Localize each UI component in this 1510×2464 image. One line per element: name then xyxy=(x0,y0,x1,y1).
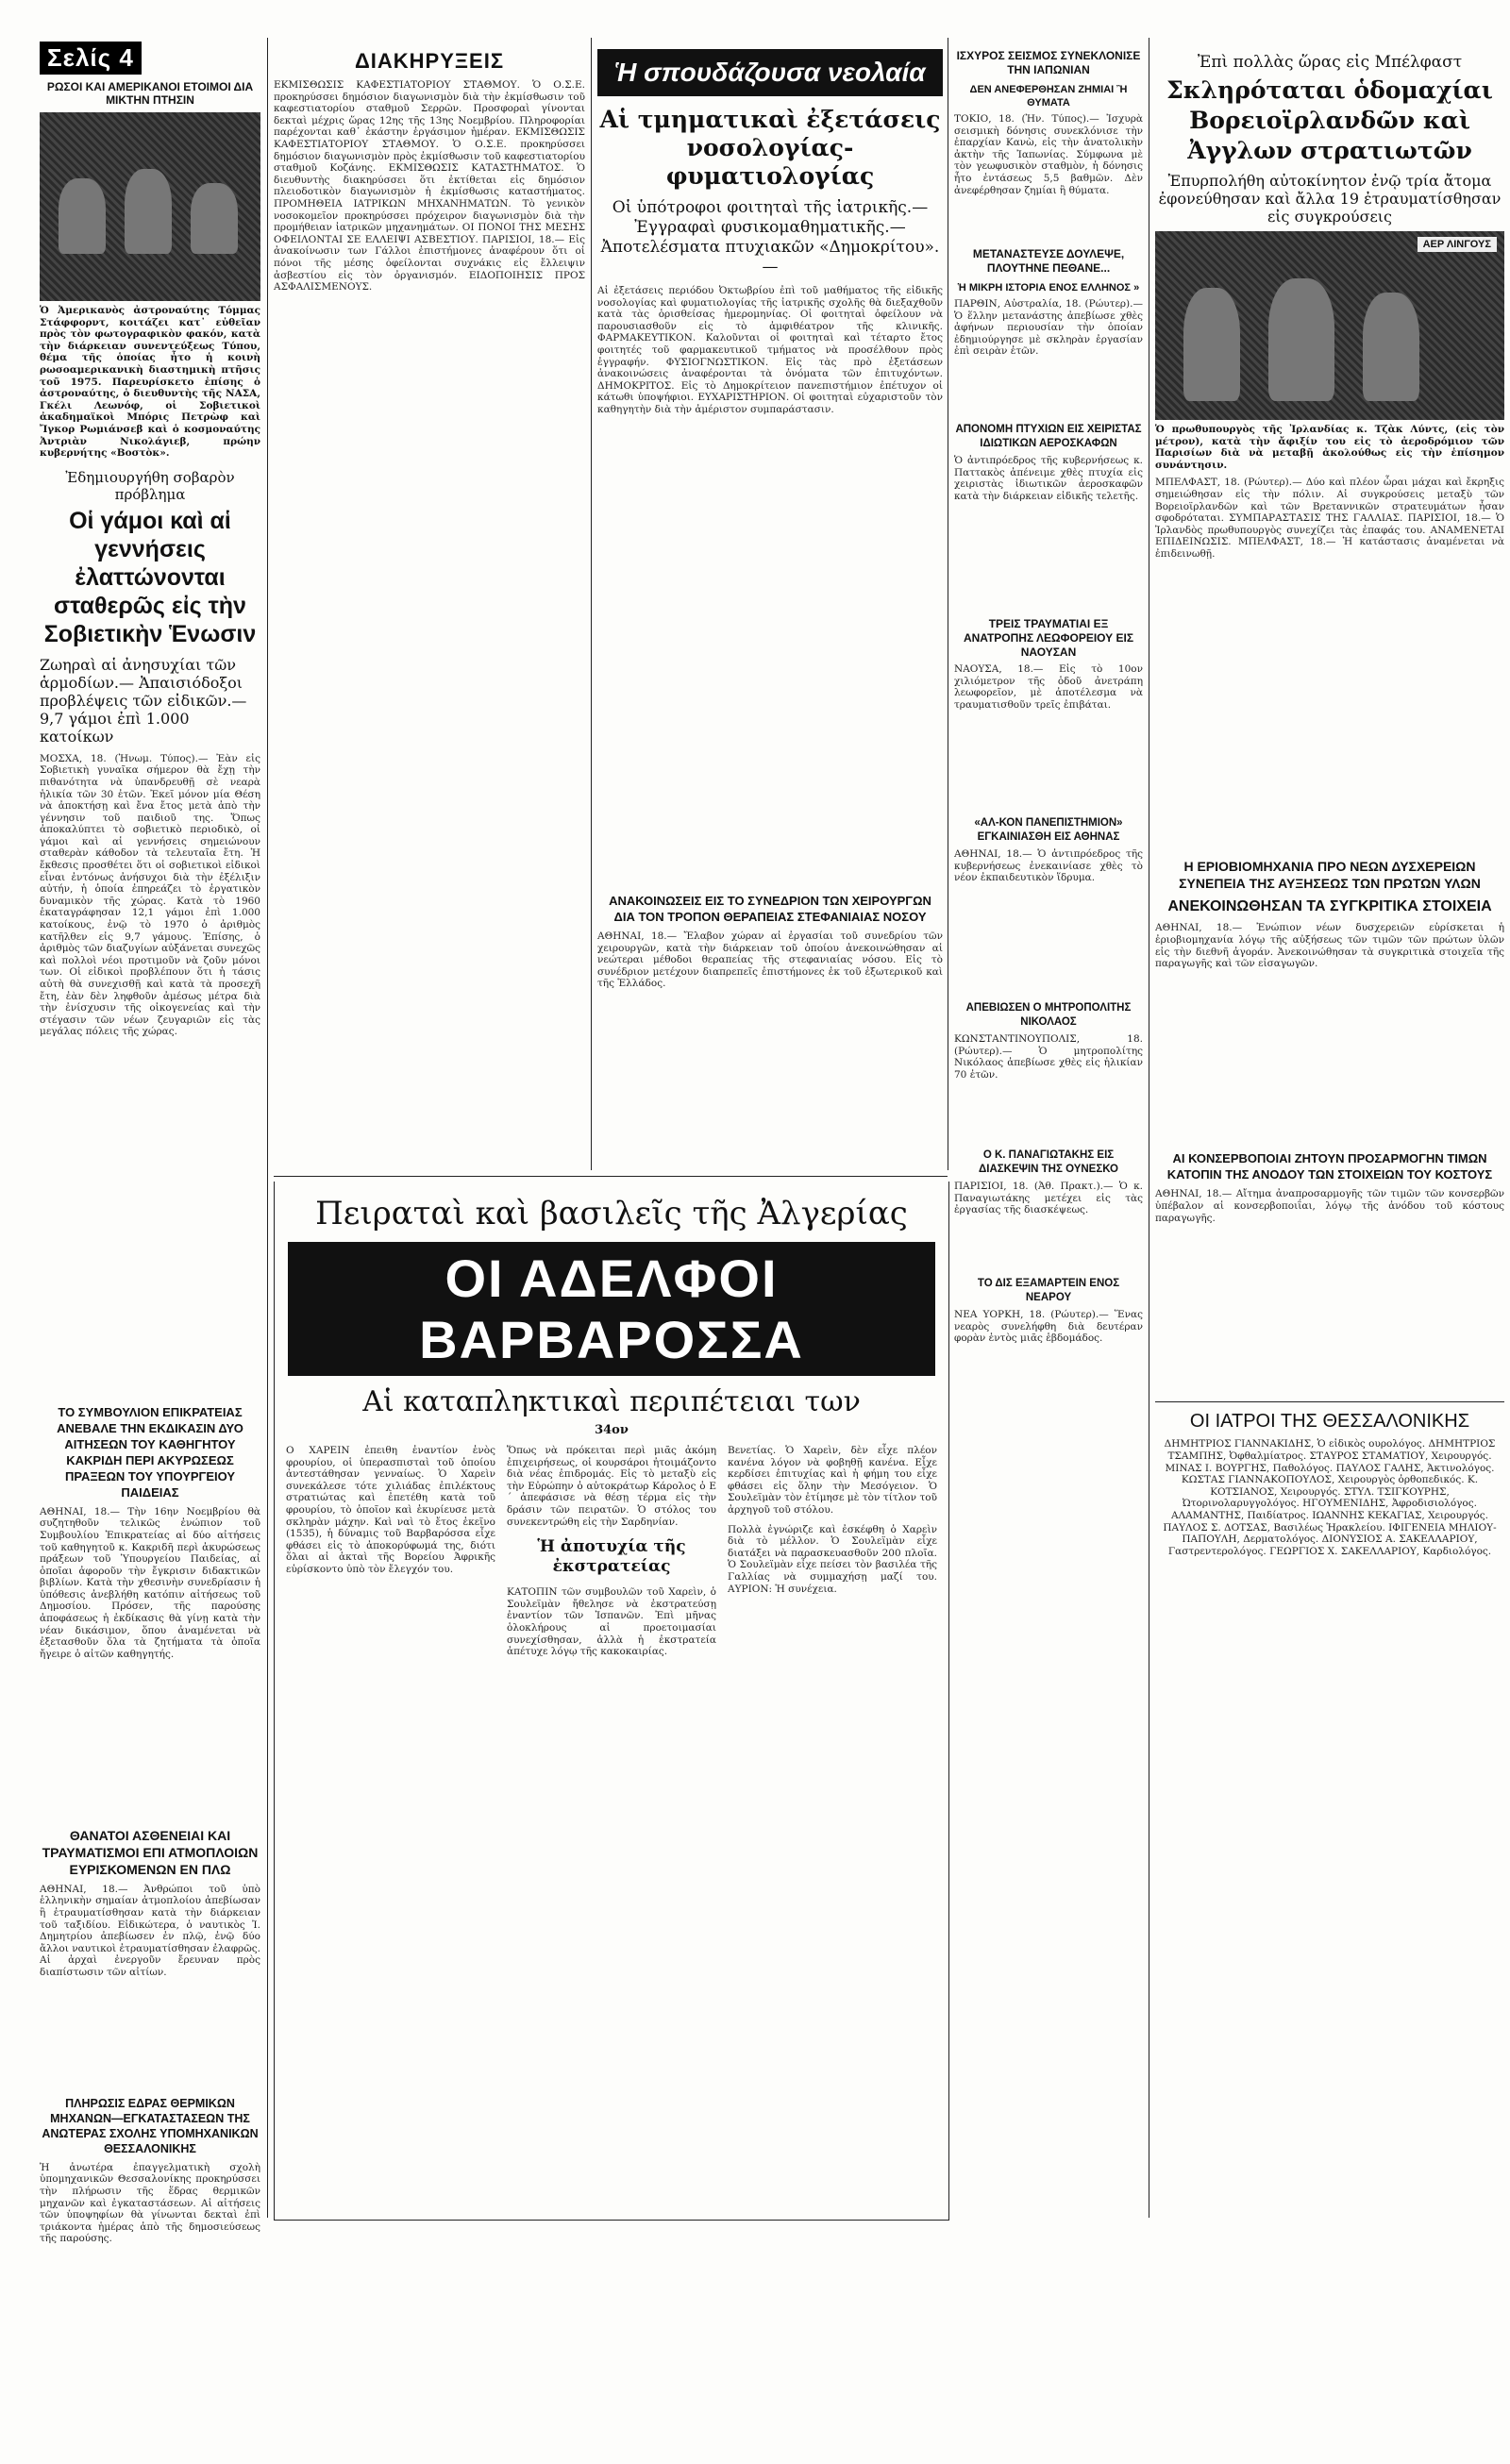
section-title-declarations: ΔΙΑΚΗΡΥΞΕΙΣ xyxy=(354,49,505,73)
serial-body-part3: ΚΑΤΟΠΙΝ τῶν συμβουλῶν τοῦ Χαρεὶν, ὁ Σουλεϊμὰν ἤθελησε νὰ ἐκστρατεύσῃ ἐναντίον τῶν Ἰσπανῶν. Ἐπὶ μῆνας ὁλοκλήρους αἱ προετοιμασίαι συνεχίσθησαν, ἀλλὰ ἡ ἐκστρατεία ἀπέτυχε λόγῳ τῆς κακοκαιρίας. xyxy=(507,1586,716,1658)
serial-section-head: Ἡ ἀποτυχία τῆς ἐκστρατείας xyxy=(537,1537,686,1577)
headline-young-offender: ΤΟ ΔΙΣ ΕΞΑΜΑΡΤΕΙΝ ΕΝΟΣ ΝΕΑΡΟΥ xyxy=(977,1278,1120,1303)
subheadline-exams: Οἱ ὑπότροφοι φοιτηταὶ τῆς ἰατρικῆς.— Ἐγγραφαὶ φυσικομαθηματικῆς.— Ἀποτελέσματα πτυχιακῶν «Δημοκρίτου».— xyxy=(600,198,940,277)
headline-pilot-diplomas: ΑΠΟΝΟΜΗ ΠΤΥΧΙΩΝ ΕΙΣ ΧΕΙΡΙΣΤΑΣ ΙΔΙΩΤΙΚΩΝ ΑΕΡΟΣΚΑΦΩΝ xyxy=(955,424,1142,449)
serial-subtitle: Αἱ καταπληκτικαὶ περιπέτειαι των xyxy=(362,1385,861,1418)
article-body-surgeons: ΑΘΗΝΑΙ, 18.— Ἔλαβον χώραν αἱ ἐργασίαι τοῦ συνεδρίου τῶν χειρουργῶν, κατὰ τὴν διάρκειαν τοῦ ὁποίου ἀνεκοινώθησαν αἱ νεώτεραι μέθοδοι θεραπείας τῆς στεφανιαίας νόσου. Εἰς τὸ συνέδριον μετέχουν διαπρεπεῖς ἐπιστήμονες ἐκ τοῦ ἐξωτερικοῦ καὶ τῆς Ἑλλάδος. xyxy=(597,930,943,990)
article-body-metropolitan: ΚΩΝΣΤΑΝΤΙΝΟΥΠΟΛΙΣ, 18. (Ρώυτερ).— Ὁ μητροπολίτης Νικόλαος ἀπεβίωσε χθὲς εἰς ἡλικίαν 70 ἐτῶν. xyxy=(954,1033,1143,1081)
article-body-ships: ΑΘΗΝΑΙ, 18.— Ἀνθρώποι τοῦ ὑπὸ ἑλληνικὴν σημαίαν ἀτμοπλοίου ἀπεβίωσαν ἢ ἐτραυματίσθησαν κατὰ τὴν διάρκειαν τοῦ ταξιδίου. Εἰδικώτερα, ὁ ναυτικὸς Ἰ. Δημητρίου ἀπεβίωσεν ἐν πλῷ, ἐνῷ δύο ἄλλοι ναυτικοὶ ἐτραυματίσθησαν ἐλαφρῶς. Αἱ ἀρχαὶ ἐνεργοῦν ἔρευναν πρὸς διαπίστωσιν τῶν αἰτίων. xyxy=(40,1883,260,1978)
column-divider xyxy=(591,38,592,1170)
headline-university: «ΑΛ-ΚΟΝ ΠΑΝΕΠΙΣΤΗΜΙΟΝ» ΕΓΚΑΙΝΙΑΣΘΗ ΕΙΣ ΑΘΗΝΑΣ xyxy=(974,817,1123,843)
section-divider xyxy=(1155,1401,1504,1402)
column-2 xyxy=(274,0,585,1170)
banner-text: Ἡ σπουδάζουσα νεολαία xyxy=(614,58,926,87)
headline-doctors: ΟΙ ΙΑΤΡΟΙ ΤΗΣ ΘΕΣΣΑΛΟΝΙΚΗΣ xyxy=(1189,1411,1470,1433)
article-body-canneries: ΑΘΗΝΑΙ, 18.— Αἴτημα ἀναπροσαρμογῆς τῶν τιμῶν τῶν κονσερβῶν ὑπέβαλον αἱ κονσερβοποιΐαι, λόγῳ τῆς ἀνόδου τοῦ κόστους παραγωγῆς. xyxy=(1155,1188,1504,1224)
headline-surgeons-congress: ΑΝΑΚΟΙΝΩΣΕΙΣ ΕΙΣ ΤΟ ΣΥΝΕΔΡΙΟΝ ΤΩΝ ΧΕΙΡΟΥΡΓΩΝ ΔΙΑ ΤΟΝ ΤΡΟΠΟΝ ΘΕΡΑΠΕΙΑΣ ΣΤΕΦΑΝΙΑΙΑΣ ΝΟΣΟΥ xyxy=(609,894,931,924)
kicker-soviet: Ἐδημιουργήθη σοβαρὸν πρόβλημα xyxy=(65,468,235,503)
column-divider xyxy=(267,38,268,2218)
page-number-tag: Σελίς 4 xyxy=(40,42,142,75)
serial-body-part2: Ὅπως νὰ πρόκειται περὶ μιᾶς ἀκόμη ἐπιχειρήσεως, οἱ κουρσάροι ἠτοιμάζοντο διὰ νέας ἐπιδρομάς. Εἰς τὸ μεταξὺ εἰς τὴν Εὐρώπην ὁ αὐτοκράτωρ Κάρολος ὁ Ε´ ἀπεφάσισε νὰ θέσῃ τέρμα εἰς τὴν δράσιν τῶν πειρατῶν. Ὁ στόλος του συνεκεντρώθη εἰς τὴν Σαρδηνίαν. xyxy=(507,1445,716,1528)
column-4 xyxy=(954,0,1143,2224)
headline-unesco: Ο Κ. ΠΑΝΑΓΙΩΤΑΚΗΣ ΕΙΣ ΔΙΑΣΚΕΨΙΝ ΤΗΣ ΟΥΝΕΣΚΟ xyxy=(979,1149,1118,1175)
student-youth-banner xyxy=(597,49,943,96)
article-body-offender: ΝΕΑ ΥΟΡΚΗ, 18. (Ρώυτερ).— Ἕνας νεαρὸς συνελήφθη διὰ δευτέραν φορὰν ἐντὸς μιᾶς ἑβδομάδος. xyxy=(954,1309,1143,1345)
serial-story xyxy=(274,1182,949,2221)
headline-emigrant: ΜΕΤΑΝΑΣΤΕΥΣΕ ΔΟΥΛΕΨΕ, ΠΛΟΥΤΗΝΕ ΠΕΘΑΝΕ... xyxy=(972,247,1125,275)
headline-soviet-marriages: Οἱ γάμοι καὶ αἱ γεννήσεις ἐλαττώνονται σταθερῶς εἰς τὴν Σοβιετικὴν Ἑνωσιν xyxy=(43,507,257,647)
article-body-pilots: Ὁ ἀντιπρόεδρος τῆς κυβερνήσεως κ. Παττακὸς ἀπένειμε χθὲς πτυχία εἰς χειριστὰς ἰδιωτικῶν ἀεροσκαφῶν κατὰ τὴν διάρκειαν εἰδικῆς τελετῆς. xyxy=(954,455,1143,502)
subheadline-emigrant: Ἡ ΜΙΚΡΗ ΙΣΤΟΡΙΑ ΕΝΟΣ ΕΛΛΗΝΟΣ » xyxy=(957,282,1140,293)
headline-canneries: ΑΙ ΚΟΝΣΕΡΒΟΠΟΙΑΙ ΖΗΤΟΥΝ ΠΡΟΣΑΡΜΟΓΗΝ ΤΙΜΩΝ ΚΑΤΟΠΙΝ ΤΗΣ ΑΝΟΔΟΥ ΤΩΝ ΣΤΟΙΧΕΙΩΝ ΤΟΥ ΚΟΣΤΟΥΣ xyxy=(1166,1151,1493,1182)
article-body-exams: Αἱ ἐξετάσεις περιόδου Ὀκτωβρίου ἐπὶ τοῦ μαθήματος τῆς εἰδικῆς νοσολογίας καὶ φυματιολογίας τῆς ἰατρικῆς σχολῆς θὰ διεξαχθοῦν κατὰ τὰς ὁρισθείσας ἡμερομηνίας. Οἱ φοιτηταὶ ὀφείλουν νὰ παρουσιασθοῦν εἰς τὸ ἀμφιθέατρον τῆς κλινικῆς. ΦΑΡΜΑΚΕΥΤΙΚΟΝ. Καλοῦνται οἱ φοιτηταὶ καὶ τέταρτο ἔτος φοιτητές τοῦ φαρμακευτικοῦ τμήματος νὰ προσέλθουν πρὸς ἐγγραφήν. ΦΥΣΙΟΓΝΩΣΤΙΚΟΝ. Εἰς τὰς πρὸ ἐξετάσεων ἀνακοινώσεις ἀναφέρονται τὰ ὀνόματα τῶν ἐπιτυχόντων. ΔΗΜΟΚΡΙΤΟΣ. Εἰς τὸ Δημοκρίτειον πανεπιστήμιον ἐπέτυχον οἱ κάτωθι ὑποψήφιοι. ΕΥΧΑΡΙΣΤΗΡΙΟΝ. Οἱ φοιτηταὶ εὐχαριστοῦν τὸν καθηγητὴν διὰ τὴν ἀμέριστον συμπαράστασιν. xyxy=(597,285,943,415)
section-divider xyxy=(274,1176,948,1177)
airline-sign: ΑΕΡ ΛΙΝΓΟΥΣ xyxy=(1418,237,1497,252)
serial-body-part4: Βενετίας. Ὁ Χαρεὶν, δὲν εἶχε πλέον κανένα λόγον νὰ φοβηθῇ κανένα. Εἶχε κερδίσει ἐπιτυχίας καὶ ἡ φήμη του εἶχε φθάσει εἰς ὅλην τὴν Μεσόγειον. Ὁ Σουλεϊμὰν τὸν ἐτίμησε μὲ τὸν τίτλον τοῦ ἀρχηγοῦ τοῦ στόλου. xyxy=(728,1445,937,1516)
kicker-belfast: Ἐπὶ πολλὰς ὥρας εἰς Μπέλφαστ xyxy=(1197,53,1463,72)
article-body-school: Ἡ ἀνωτέρα ἐπαγγελματικὴ σχολὴ ὑπομηχανικῶν Θεσσαλονίκης προκηρύσσει τὴν πλήρωσιν τῆς ἕδρας θερμικῶν μηχανῶν καὶ ἐγκαταστάσεων. Αἱ αἰτήσεις τῶν ὑποψηφίων θὰ γίνωνται δεκταὶ ἐπὶ τριάκοντα ἡμέρας ἀπὸ τῆς δημοσιεύσεως τῆς παρούσης. xyxy=(40,2161,260,2245)
article-body-wool: ΑΘΗΝΑΙ, 18.— Ἐνώπιον νέων δυσχερειῶν εὑρίσκεται ἡ ἐριοβιομηχανία λόγῳ τῆς αὐξήσεως τῶν τιμῶν τῶν πρώτων ὑλῶν εἰς τὴν διεθνῆ ἀγοράν. Ἀνεκοινώθησαν τὰ συγκριτικὰ στοιχεῖα τῆς παραγωγῆς καὶ τῶν εἰσαγωγῶν. xyxy=(1155,922,1504,970)
column-1 xyxy=(40,0,260,2245)
headline-japan-quake: ΙΣΧΥΡΟΣ ΣΕΙΣΜΟΣ ΣΥΝΕΚΛΟΝΙΣΕ ΤΗΝ ΙΑΠΩΝΙΑΝ xyxy=(956,49,1141,76)
article-body-council: ΑΘΗΝΑΙ, 18.— Τὴν 16ην Νοεμβρίου θὰ συζητηθοῦν τελικῶς ἐνώπιον τοῦ Συμβουλίου Ἐπικρατείας αἱ δύο αἰτήσεις τοῦ καθηγητοῦ κ. Κακριδῆ περὶ ἀκυρώσεως πράξεων τοῦ Ὑπουργείου Παιδείας, αἱ ὁποῖαι ἀφοροῦν τὴν ἔγκρισιν διδακτικῶν βιβλίων. Κατὰ τὴν χθεσινὴν συνεδρίασιν ἡ ὑπόθεσις ἀνεβλήθη κατόπιν αἰτήσεως τοῦ Δημοσίου. Πρόσεν, τῆς παρούσης ἀποφάσεως ἡ ἐκδίκασις θὰ γίνῃ κατὰ τὴν νέαν δικάσιμον, ὅπου ἀναμένεται νὰ ἐξετασθοῦν ὅλα τὰ ζητήματα τὰ ὁποῖα ἤγειρε ὁ αἰτῶν καθηγητής. xyxy=(40,1505,260,1660)
subheadline-belfast: Ἐπυρπολήθη αὐτοκίνητον ἐνῷ τρία ἄτομα ἐφονεύθησαν καὶ ἄλλα 19 ἐτραυματίσθησαν εἰς συγκρούσεις xyxy=(1158,172,1502,226)
headline-exams: Αἱ τμηματικαὶ ἐξετάσεις νοσολογίας-φυματιολογίας xyxy=(599,106,941,190)
headline-ship-deaths: ΘΑΝΑΤΟΙ ΑΣΘΕΝΕΙΑΙ ΚΑΙ ΤΡΑΥΜΑΤΙΣΜΟΙ ΕΠΙ ΑΤΜΟΠΛΟΙΩΝ ΕΥΡΙΣΚΟΜΕΝΩΝ ΕΝ ΠΛΩ xyxy=(42,1827,259,1877)
serial-body-part1: Ο ΧΑΡΕΙΝ ἐπειθη ἐναντίον ἑνὸς φρουρίου, οἱ ὑπερασπισταὶ τοῦ ὁποίου ἀντεστάθησαν γενναίως. Ὁ Χαρεὶν συνεκάλεσε τότε χιλιάδας ἐπιλέκτους στρατιώτας καὶ ἐπετέθη κατὰ τοῦ φρουρίου, τὸ ὁποῖον καὶ ἐκυρίευσε μετὰ σκληρὰν μάχην. Καὶ ναὶ τὸ ἔτος ἐκεῖνο (1535), ἡ δύναμις τοῦ Βαρβαρόσσα εἶχε φθάσει εἰς τὸ ἀποκορύφωμά της, διότι ὅλαι αἱ ἀκταὶ τῆς Βορείου Ἀφρικῆς εὑρίσκοντο ὑπὸ τὸν ἔλεγχόν του. xyxy=(286,1445,495,1575)
article-body-unesco: ΠΑΡΙΣΙΟΙ, 18. (Ἀθ. Πρακτ.).— Ὁ κ. Παναγιωτάκης μετέχει εἰς τὰς ἐργασίας τῆς διασκέψεως. xyxy=(954,1181,1143,1216)
article-body-soviet: ΜΟΣΧΑ, 18. (Ἠνωμ. Τύπος).— Ἐὰν εἰς Σοβιετικὴ γυναῖκα σήμερον θὰ ἔχῃ τὴν πιθανότητα νὰ ὑπανδρευθῇ σὲ νεαρὰ ἡλικία τῶν 30 ἐτῶν. Ἐκεῖ μόνον μία Θέση νὰ ἀποκτήσῃ καὶ ἔνα ἔτος μετὰ ἀπὸ τὴν γέννησιν τοῦ παιδιοῦ της. Ὅπως ἀποκαλύπτει τὸ σοβιετικὸ περιοδικὸ, οἱ γάμοι καὶ αἱ γεννήσεις σημειώνουν σταθερὰν κάθοδον τὰ τελευταῖα ἔτη. Ἡ ἔκθεσις προσθέτει ὅτι οἱ σοβιετικοὶ εἰδικοὶ εἶναι ἐντόνως ἀνήσυχοι διὰ τὴν ἐξέλιξιν αὐτήν, ἡ ὁποία ἐπηρεάζει τὸ ἐργατικὸν δυναμικὸν τῆς χώρας. Κατὰ τὸ 1960 ἐκαταγράφησαν 12,1 γάμοι ἐπὶ 1.000 κατοίκους, ἐνῷ τὸ 1970 ὁ ἀριθμὸς κατῆλθεν εἰς 9,7 γάμους. Ἐπίσης, ὁ ἀριθμὸς τῶν διαζυγίων αὐξάνεται συνεχῶς καὶ πολλοὶ νέοι προτιμοῦν νὰ ζοῦν μόνοι των. Οἱ εἰδικοὶ προβλέπουν ὅτι ἡ τάσις αὐτὴ θὰ συνεχισθῇ καὶ κατὰ τὰ προσεχῆ ἔτη, ἐὰν δὲν ληφθοῦν ἀμέσως μέτρα διὰ τὴν ἐνίσχυσιν τῆς οἰκογενείας καὶ τὴν στέγασιν τῶν νέων ζευγαριῶν εἰς τὰς μεγάλας πόλεις τῆς χώρας. xyxy=(40,752,260,1038)
serial-body-part5: Πολλὰ ἐγνώριζε καὶ ἐσκέφθη ὁ Χαρεὶν διὰ τὸ μέλλον. Ὁ Σουλεϊμὰν εἶχε διατάξει νὰ παρασκευασθοῦν 200 πλοῖα. Ὁ Σουλεϊμὰν εἶχε πείσει τὸν βασιλέα τῆς Γαλλίας νὰ συμμαχήσῃ μαζί του. ΑΥΡΙΟΝ: Ἡ συνέχεια. xyxy=(728,1523,937,1595)
headline-space-flight: ΡΩΣΟΙ ΚΑΙ ΑΜΕΡΙΚΑΝΟΙ ΕΤΟΙΜΟΙ ΔΙΑ ΜΙΚΤΗΝ ΠΤΗΣΙΝ xyxy=(46,80,254,107)
headline-engineering-school: ΠΛΗΡΩΣΙΣ ΕΔΡΑΣ ΘΕΡΜΙΚΩΝ ΜΗΧΑΝΩΝ—ΕΓΚΑΤΑΣΤΑΣΕΩΝ ΤΗΣ ΑΝΩΤΕΡΑΣ ΣΧΟΛΗΣ ΥΠΟΜΗΧΑΝΙΚΩΝ ΘΕΣΣΑΛΟΝΙΚΗΣ xyxy=(42,2096,259,2155)
declarations-body: ΕΚΜΙΣΘΩΣΙΣ ΚΑΦΕΣΤΙΑΤΟΡΙΟΥ ΣΤΑΘΜΟΥ. Ὁ Ο.Σ.Ε. προκηρύσσει δημόσιον διαγωνισμὸν διὰ τὴν ἐκμίσθωσιν τοῦ καφεστιατορίου σταθμοῦ Σερρῶν. Προσφοραὶ γίνονται δεκταὶ μέχρις ὥρας 12ης τῆς 13ης Νοεμβρίου. Πληροφορίαι παρέχονται καθ᾽ ἑκάστην ἐργάσιμον ἡμέραν. ΕΚΜΙΣΘΩΣΙΣ ΚΑΦΕΣΤΙΑΤΟΡΙΟΥ ΣΤΑΘΜΟΥ. Ὁ Ο.Σ.Ε. προκηρύσσει δημόσιον διαγωνισμὸν πρὸς ἐκμίσθωσιν τοῦ καφεστιατορίου σταθμοῦ Κοζάνης. ΕΚΜΙΣΘΩΣΙΣ ΚΑΤΑΣΤΗΜΑΤΟΣ. Ὁ διευθυντὴς διακηρύσσει ὅτι ἐκτίθεται εἰς δημόσιον πλειοδοτικὸν διαγωνισμὸν ἡ ἐκμίσθωσις καταστήματος. ΠΡΟΜΗΘΕΙΑ ΙΑΤΡΙΚΩΝ ΜΗΧΑΝΗΜΑΤΩΝ. Τὸ γενικὸν νοσοκομεῖον προκηρύσσει πρόχειρον διαγωνισμὸν διὰ τὴν προμήθειαν ἰατρικῶν μηχανημάτων. ΟΙ ΠΟΝΟΙ ΤΗΣ ΜΕΣΗΣ ΟΦΕΙΛΟΝΤΑΙ ΣΕ ΕΛΛΕΙΨΙ ΑΣΒΕΣΤΙΟΥ. ΠΑΡΙΣΙΟΙ, 18.— Εἰς ἀνακοίνωσιν των Γάλλοι ἐπιστήμονες ἀναφέρουν ὅτι οἱ πόνοι τῆς μέσης ὀφείλονται συχνάκις εἰς ἔλλειψιν ἀσβεστίου εἰς τὸν ὀργανισμόν. ΕΙΔΟΠΟΙΗΣΙΣ ΠΡΟΣ ΑΣΦΑΛΙΣΜΕΝΟΥΣ. xyxy=(274,79,585,293)
doctors-directory: ΔΗΜΗΤΡΙΟΣ ΓΙΑΝΝΑΚΙΔΗΣ, Ὁ εἰδικὸς ουρολόγος. ΔΗΜΗΤΡΙΟΣ ΤΣΑΜΠΗΣ, Ὀφθαλμίατρος. ΣΤΑΥΡΟΣ ΣΤΑΜΑΤΙΟΥ, Χειρουργός. ΜΙΝΑΣ Ι. ΒΟΥΡΓΗΣ, Παθολόγος. ΠΑΥΛΟΣ ΓΑΛΗΣ, Ἀκτινολόγος. ΚΩΣΤΑΣ ΓΙΑΝΝΑΚΟΠΟΥΛΟΣ, Χειρουργὸς ὀρθοπεδικός. Κ. ΚΟΤΣΙΑΝΟΣ, Χειρουργός. ΣΤΥΛ. ΤΣΙΓΚΟΥΡΗΣ, Ὠτορινολαρυγγολόγος. ΗΓΟΥΜΕΝΙΔΗΣ, Ἀφροδισιολόγος. ΑΛΑΜΑΝΤΗΣ, Παιδίατρος. ΙΩΑΝΝΗΣ ΚΕΚΑΓΙΑΣ, Χειρουργός. ΠΑΥΛΟΣ Σ. ΔΟΤΣΑΣ, Βασιλέως Ἡρακλείου. ΙΦΙΓΕΝΕΙΑ ΜΗΛΙΟΥ-ΠΑΠΟΥΛΗ, Δερματολόγος. ΔΙΟΝΥΣΙΟΣ Α. ΣΑΚΕΛΛΑΡΙΟΥ, Γαστρεντερολόγος. ΓΕΩΡΓΙΟΣ Χ. ΣΑΚΕΛΛΑΡΙΟΥ, Καρδιολόγος. xyxy=(1163,1438,1497,1557)
column-3 xyxy=(597,0,943,1170)
headline-council-state: ΤΟ ΣΥΜΒΟΥΛΙΟΝ ΕΠΙΚΡΑΤΕΙΑΣ ΑΝΕΒΑΛΕ ΤΗΝ ΕΚΔΙΚΑΣΙΝ ΔΥΟ ΑΙΤΗΣΕΩΝ ΤΟΥ ΚΑΘΗΓΗΤΟΥ ΚΑΚΡΙΔΗ ΠΕΡΙ ΑΚΥΡΩΣΕΩΣ ΠΡΑΞΕΩΝ ΤΟΥ ΥΠΟΥΡΓΕΙΟΥ ΠΑΙΔΕΙΑΣ xyxy=(57,1404,243,1500)
photo-caption: Ὁ Ἀμερικανὸς ἀστροναύτης Τόμμας Στάφφορντ, κοιτάζει κατ᾽ εὐθεῖαν πρὸς τὸν φωτογραφικὸν φακόν, κατὰ τὴν διάρκειαν συνεντεύξεως Τύπου, θέμα τῆς ὁποίας ἦτο ἡ κοινὴ ρωσοαμερικανικὴ διαστημικὴ πτῆσις τοῦ 1975. Παρευρίσκετο ἐπίσης ὁ ἀστροναύτης, ὁ διευθυντὴς τῆς ΝΑΣΑ, Γκέλι Λεωνόφ, οἱ Σοβιετικοὶ ἀκαδημαϊκοὶ Μπόρις Πετρὼφ καὶ Ἴγκορ Ρωμιάνσεβ καὶ ὁ κοσμοναύτης Ἀντριὰν Νικολάγιεβ, πρώην κυβερνήτης «Βοστὸκ». xyxy=(40,305,260,460)
article-body-university: ΑΘΗΝΑΙ, 18.— Ὁ ἀντιπρόεδρος τῆς κυβερνήσεως ἐνεκαινίασε χθὲς τὸ νέον ἐκπαιδευτικὸν ἵδρυμα. xyxy=(954,848,1143,884)
serial-title-box xyxy=(288,1242,935,1376)
photo-caption-irish: Ὁ πρωθυπουργὸς τῆς Ἰρλανδίας κ. Τζὰκ Λύντς, (εἰς τὸν μέτρον), κατὰ τὴν ἄφιξίν του εἰς τὸ ἀεροδρόμιον τῶν Παρισίων διὰ νὰ μεταβῇ ἀκολούθως εἰς τὴν ἐπίσημον συνάντησιν. xyxy=(1155,424,1504,471)
serial-kicker: Πειραταὶ καὶ βασιλεῖς τῆς Ἀλγερίας xyxy=(315,1195,908,1232)
subheadline-wool-industry: ΑΝΕΚΟΙΝΩΘΗΣΑΝ ΤΑ ΣΥΓΚΡΙΤΙΚΑ ΣΤΟΙΧΕΙΑ xyxy=(1167,898,1492,915)
subheadline-soviet: Ζωηραὶ αἱ ἀνησυχίαι τῶν ἁρμοδίων.— Ἀπαισιόδοξοι προβλέψεις τῶν εἰδικῶν.— 9,7 γάμοι ἐπὶ 1.000 κατοίκων xyxy=(40,655,247,746)
headline-wool-industry: Η ΕΡΙΟΒΙΟΜΗΧΑΝΙΑ ΠΡΟ ΝΕΩΝ ΔΥΣΧΕΡΕΙΩΝ ΣΥΝΕΠΕΙΑ ΤΗΣ ΑΥΞΗΣΕΩΣ ΤΩΝ ΠΡΩΤΩΝ ΥΛΩΝ xyxy=(1179,859,1481,892)
subheadline-japan-quake: ΔΕΝ ΑΝΕΦΕΡΘΗΣΑΝ ΖΗΜΙΑΙ Ἢ ΘΥΜΑΤΑ xyxy=(969,84,1128,109)
headline-metropolitan: ΑΠΕΒΙΩΣΕΝ Ο ΜΗΤΡΟΠΟΛΙΤΗΣ ΝΙΚΟΛΑΟΣ xyxy=(965,1002,1132,1028)
article-body-emigrant: ΠΑΡΘΙΝ, Αὐστραλία, 18. (Ρώυτερ).— Ὁ ἕλλην μετανάστης ἀπεβίωσε χθὲς ἀφήνων περιουσίαν τὴν ὁποίαν ἐδημιούργησε μὲ σκληρὰν ἐργασίαν ἐπὶ σειρὰν ἐτῶν. xyxy=(954,298,1143,358)
photo-press-conference xyxy=(40,112,260,301)
headline-bus-accident: ΤΡΕΙΣ ΤΡΑΥΜΑΤΙΑΙ ΕΞ ΑΝΑΤΡΟΠΗΣ ΛΕΩΦΟΡΕΙΟΥ ΕΙΣ ΝΑΟΥΣΑΝ xyxy=(963,617,1134,659)
serial-title: ΟΙ ΑΔΕΛΦΟΙ ΒΑΡΒΑΡΟΣΣΑ xyxy=(419,1249,804,1369)
column-5 xyxy=(1155,0,1504,2224)
article-body-japan: ΤΟΚΙΟ, 18. (Ἠν. Τύπος).— Ἰσχυρὰ σεισμικὴ δόνησις συνεκλόνισε τὴν ἐπαρχίαν Κανὼ, εἰς τὴν ἀνατολικὴν ἀκτὴν τῆς Ἰαπωνίας. Σύμφωνα μὲ τὸν γεωφυσικὸν σταθμὸν, ἡ δόνησις ἦτο ἐντάσεως 5,5 βαθμῶν. Δὲν ἀνεφέρθησαν ζημίαι ἢ θύματα. xyxy=(954,113,1143,196)
serial-episode: 34ον xyxy=(595,1423,629,1437)
headline-belfast: Σκληρόταται ὁδομαχίαι Βορειοϊρλανδῶν καὶ Ἀγγλων στρατιωτῶν xyxy=(1166,76,1493,164)
article-body-belfast: ΜΠΕΛΦΑΣΤ, 18. (Ρώυτερ).— Δύο καὶ πλέον ὧραι μάχαι καὶ ἔκρηξις σημειώθησαν εἰς τὴν πόλιν. Αἱ συγκρούσεις μεταξὺ τῶν Βορειοϊρλανδῶν καὶ τῶν Βρεταννικῶν στρατευμάτων ἦσαν σφοδρόταται. ΣΥΜΠΑΡΑΣΤΑΣΙΣ ΤΗΣ ΓΑΛΛΙΑΣ. ΠΑΡΙΣΙΟΙ, 18.— Ὁ Ἰρλανδὸς πρωθυπουργὸς συνεχίζει τὰς ἐπαφάς του. ΑΝΑΜΕΝΕΤΑΙ ΕΠΙΔΕΙΝΩΣΙΣ. ΜΠΕΛΦΑΣΤ, 18.— Ἡ κατάστασις ἀναμένεται νὰ ἐπιδεινωθῇ. xyxy=(1155,477,1504,560)
photo-irish-pm xyxy=(1155,231,1504,420)
article-body-bus: ΝΑΟΥΣΑ, 18.— Εἰς τὸ 10ον χιλιόμετρον τῆς ὁδοῦ ἀνετράπη λεωφορεῖον, μὲ ἀποτέλεσμα νὰ τραυματισθοῦν τρεῖς ἐπιβάται. xyxy=(954,663,1143,711)
